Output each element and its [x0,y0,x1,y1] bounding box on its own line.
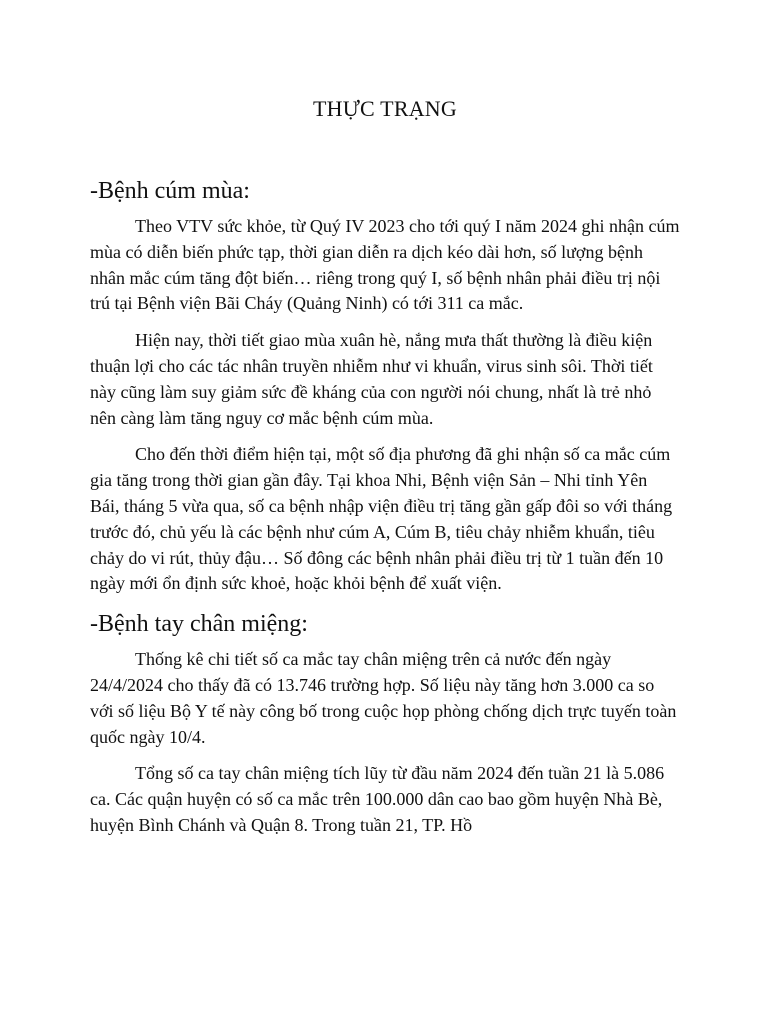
paragraph: Tổng số ca tay chân miệng tích lũy từ đầu năm 2024 đến tuần 21 là 5.086 ca. Các quận huyện có số ca mắc trên 100.000 dân cao bao gồm huyện Nhà Bè, huyện Bình Chánh và Quận 8. Trong tuần 21, TP. Hồ [90,763,665,835]
section-heading-seasonal-flu: -Bệnh cúm mùa: [90,178,250,204]
section-hand-foot-mouth [90,609,680,839]
document-title: THỰC TRẠNG [313,96,457,121]
paragraph: Theo VTV sức khỏe, từ Quý IV 2023 cho tới quý I năm 2024 ghi nhận cúm mùa có diễn biến phức tạp, thời gian diễn ra dịch kéo dài hơn, số lượng bệnh nhân mắc cúm tăng đột biến… riêng trong quý I, số bệnh nhân phải điều trị nội trú tại Bệnh viện Bãi Cháy (Quảng Ninh) có tới 311 ca mắc. [90,216,680,314]
paragraph: Hiện nay, thời tiết giao mùa xuân hè, nắng mưa thất thường là điều kiện thuận lợi cho các tác nhân truyền nhiễm như vi khuẩn, virus sinh sôi. Thời tiết này cũng làm suy giảm sức đề kháng của con người nói chung, nhất là trẻ nhỏ nên càng làm tăng nguy cơ mắc bệnh cúm mùa. [90,330,653,428]
document-page [90,0,680,839]
paragraph: Thống kê chi tiết số ca mắc tay chân miệng trên cả nước đến ngày 24/4/2024 cho thấy đã có 13.746 trường hợp. Số liệu này tăng hơn 3.000 ca so với số liệu Bộ Y tế này công bố trong cuộc họp phòng chống dịch trực tuyến toàn quốc ngày 10/4. [90,649,677,747]
paragraph: Cho đến thời điểm hiện tại, một số địa phương đã ghi nhận số ca mắc cúm gia tăng trong thời gian gần đây. Tại khoa Nhi, Bệnh viện Sản – Nhi tỉnh Yên Bái, tháng 5 vừa qua, số ca bệnh nhập viện điều trị tăng gần gấp đôi so với tháng trước đó, chủ yếu là các bệnh như cúm A, Cúm B, tiêu chảy nhiễm khuẩn, tiêu chảy do vi rút, thủy đậu… Số đông các bệnh nhân phải điều trị từ 1 tuần đến 10 ngày mới ổn định sức khoẻ, hoặc khỏi bệnh để xuất viện. [90,444,673,594]
section-seasonal-flu [90,176,680,597]
section-heading-hand-foot-mouth: -Bệnh tay chân miệng: [90,611,308,638]
